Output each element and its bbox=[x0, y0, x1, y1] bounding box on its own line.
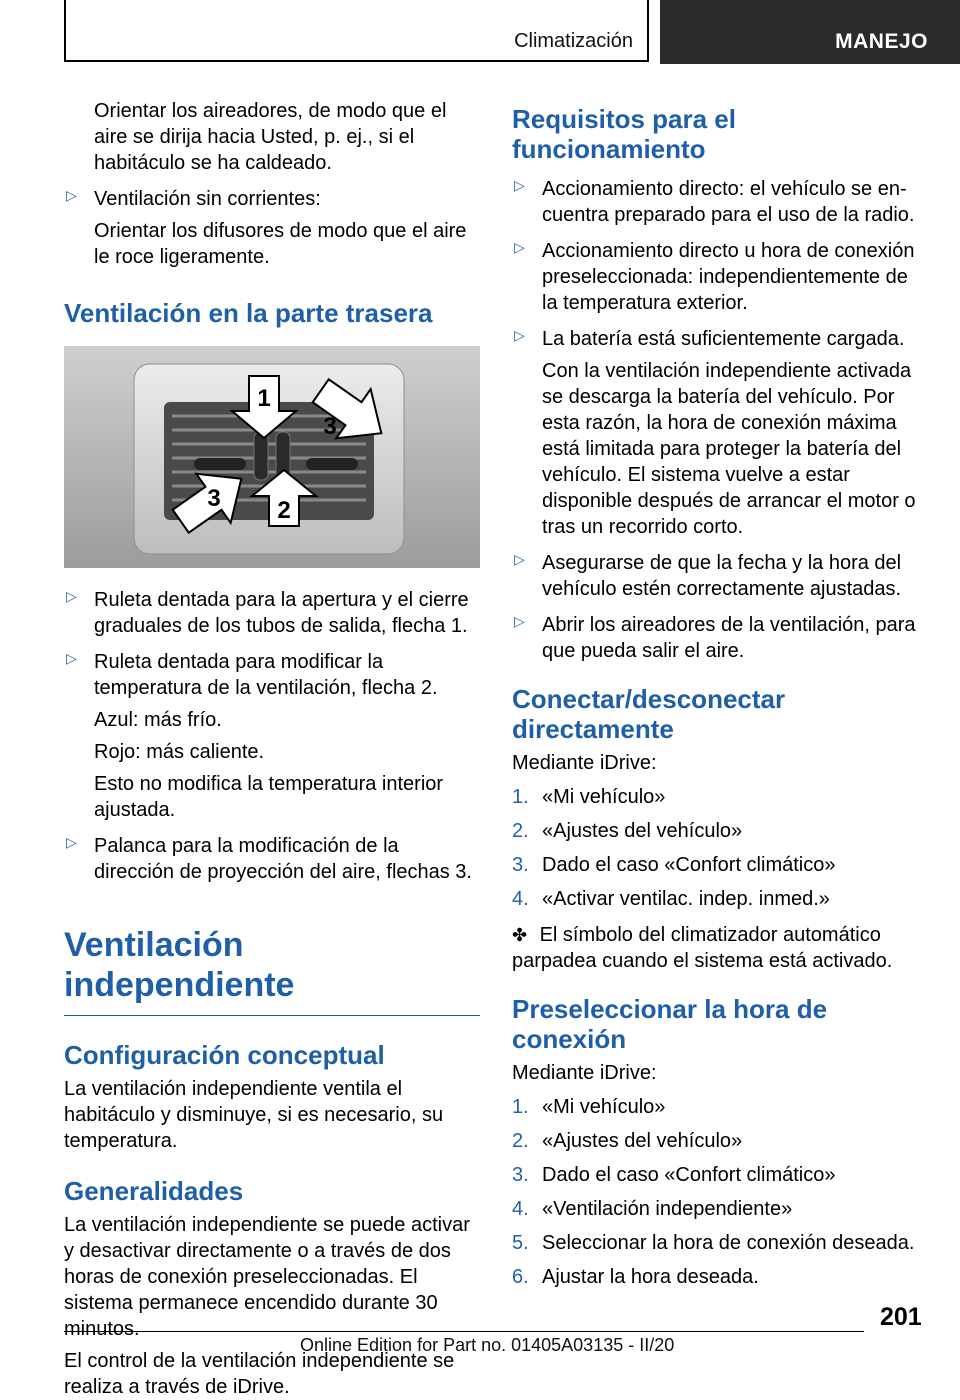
triangle-bullet-icon: ▷ bbox=[514, 239, 525, 255]
blue-note: Azul: más frío. bbox=[94, 709, 222, 731]
footer-rule bbox=[64, 1331, 864, 1332]
triangle-bullet-icon: ▷ bbox=[514, 613, 525, 629]
connect-step bbox=[512, 886, 928, 912]
arrow-label-3-left: 3 bbox=[207, 485, 221, 512]
preselect-step bbox=[512, 1196, 928, 1222]
bullet-text: Ruleta dentada para modificar la temperatura de la ventilación, flecha 2. bbox=[94, 651, 438, 699]
triangle-bullet-icon: ▷ bbox=[66, 834, 77, 850]
bullet-text: Ruleta dentada para la apertura y el cierre graduales de los tubos de salida, flecha 1. bbox=[94, 589, 469, 637]
connect-step bbox=[512, 818, 928, 844]
step-text: Dado el caso «Confort climático» bbox=[542, 1164, 836, 1186]
bullet-3 bbox=[64, 833, 480, 885]
step-text: «Ajustes del vehículo» bbox=[542, 1130, 743, 1152]
step-number: 4. bbox=[512, 888, 529, 910]
bullet-text: Ventilación sin corrientes: bbox=[94, 188, 321, 210]
triangle-bullet-icon: ▷ bbox=[66, 650, 77, 666]
step-text: «Ajustes del vehículo» bbox=[542, 820, 743, 842]
bullet-text: Palanca para la modificación de la dirección de proyección del aire, flechas 3. bbox=[94, 835, 472, 883]
chapter-tab bbox=[660, 0, 960, 64]
preselect-step bbox=[512, 1264, 928, 1290]
step-number: 2. bbox=[512, 1130, 529, 1152]
general-heading: Generalidades bbox=[64, 1176, 244, 1206]
triangle-bullet-icon: ▷ bbox=[514, 551, 525, 567]
step-number: 1. bbox=[512, 786, 529, 808]
wheel-1 bbox=[254, 432, 268, 480]
rear-ventilation-heading: Ventilación en la parte trasera bbox=[64, 298, 433, 328]
battery-note: Con la ventilación independiente activada se descarga la batería del vehículo. Por esta razón, la hora de conexión máxima está limitada para proteger la batería del vehículo. El sistema vuelve a estar disponible después de arrancar el motor o tras un recorrido corto. bbox=[542, 360, 916, 538]
page-number: 201 bbox=[880, 1303, 922, 1331]
symbol-note-paragraph bbox=[512, 922, 928, 974]
preselect-step bbox=[512, 1094, 928, 1120]
section-title: Climatización bbox=[514, 30, 633, 52]
triangle-bullet-icon: ▷ bbox=[514, 177, 525, 193]
step-text: «Ventilación independiente» bbox=[542, 1198, 793, 1220]
bullet-subtext: Orientar los difusores de modo que el aire le roce ligeramente. bbox=[94, 220, 467, 268]
step-number: 5. bbox=[512, 1232, 529, 1254]
bullet-text: Asegurarse de que la fecha y la hora del vehículo estén correctamente ajustadas. bbox=[542, 552, 902, 600]
step-text: Seleccionar la hora de conexión deseada. bbox=[542, 1232, 915, 1254]
via-idrive: Mediante iDrive: bbox=[512, 752, 657, 774]
preselect-step bbox=[512, 1162, 928, 1188]
connect-heading: Conectar/desconectar directamente bbox=[512, 684, 786, 744]
right-lever bbox=[306, 458, 358, 470]
heading-rule bbox=[64, 1015, 480, 1016]
arrow-label-2: 2 bbox=[277, 497, 291, 524]
step-number: 3. bbox=[512, 854, 529, 876]
red-note: Rojo: más caliente. bbox=[94, 741, 265, 763]
intro-paragraph: Orientar los aireadores, de modo que el aire se dirija hacia Usted, p. ej., si el habitáculo se ha caldeado. bbox=[94, 100, 447, 174]
bullet-text: La batería está suficientemente cargada. bbox=[542, 328, 905, 350]
step-text: «Mi vehículo» bbox=[542, 786, 666, 808]
step-text: Ajustar la hora deseada. bbox=[542, 1266, 759, 1288]
footer-text: Online Edition for Part no. 01405A03135 - II/20 bbox=[300, 1335, 675, 1355]
concept-heading: Configuración conceptual bbox=[64, 1040, 385, 1070]
step-text: «Activar ventilac. indep. inmed.» bbox=[542, 888, 830, 910]
arrow-label-3-right: 3 bbox=[323, 413, 337, 440]
bullet-draft-free bbox=[64, 186, 480, 270]
step-number: 2. bbox=[512, 820, 529, 842]
step-text: Dado el caso «Confort climático» bbox=[542, 854, 836, 876]
rear-vent-figure bbox=[64, 346, 480, 568]
concept-text: La ventilación independiente ventila el habitáculo y disminuye, si es necesario, su temperatura. bbox=[64, 1078, 444, 1152]
fan-icon: ✤ bbox=[512, 925, 528, 945]
right-column bbox=[512, 104, 928, 1290]
temperature-note: Esto no modifica la temperatura interior ajustada. bbox=[94, 773, 444, 821]
general-paragraph-1: La ventilación independiente se puede activar y desactivar directamente o a través de dos horas de conexión preseleccionadas. El sistema permanece encendido durante 30 minutos. bbox=[64, 1214, 470, 1340]
triangle-bullet-icon: ▷ bbox=[66, 588, 77, 604]
bullet-1 bbox=[64, 587, 480, 639]
step-number: 4. bbox=[512, 1198, 529, 1220]
connect-step bbox=[512, 784, 928, 810]
req-bullet-1 bbox=[512, 176, 928, 228]
bullet-2 bbox=[64, 649, 480, 823]
main-heading: Ventilación independiente bbox=[64, 926, 295, 1004]
req-bullet-2 bbox=[512, 238, 928, 316]
triangle-bullet-icon: ▷ bbox=[66, 187, 77, 203]
req-bullet-3 bbox=[512, 326, 928, 540]
left-lever bbox=[194, 458, 246, 470]
bullet-text: Accionamiento directo u hora de conexión preseleccionada: independientemente de la temperatura exterior. bbox=[542, 240, 915, 314]
bullet-text: Abrir los aireadores de la ventilación, para que pueda salir el aire. bbox=[542, 614, 916, 662]
via-idrive: Mediante iDrive: bbox=[512, 1062, 657, 1084]
triangle-bullet-icon: ▷ bbox=[514, 327, 525, 343]
preselect-step bbox=[512, 1230, 928, 1256]
header-frame bbox=[64, 0, 649, 62]
step-text: «Mi vehículo» bbox=[542, 1096, 666, 1118]
general-paragraph-2: El control de la ventilación independiente se realiza a través de iDrive. bbox=[64, 1350, 455, 1398]
requirements-heading: Requisitos para el funcionamiento bbox=[512, 104, 736, 164]
symbol-note: El símbolo del climatizador automático parpadea cuando el sistema está activado. bbox=[512, 924, 893, 972]
req-bullet-5 bbox=[512, 612, 928, 664]
chapter-title: MANEJO bbox=[835, 30, 928, 53]
bullet-text: Accionamiento directo: el vehículo se encuentra preparado para el uso de la radio. bbox=[542, 178, 915, 226]
preselect-heading: Preseleccionar la hora de conexión bbox=[512, 994, 828, 1054]
preselect-step bbox=[512, 1128, 928, 1154]
step-number: 6. bbox=[512, 1266, 529, 1288]
step-number: 1. bbox=[512, 1096, 529, 1118]
step-number: 3. bbox=[512, 1164, 529, 1186]
left-column bbox=[64, 98, 480, 1400]
req-bullet-4 bbox=[512, 550, 928, 602]
connect-step bbox=[512, 852, 928, 878]
arrow-label-1: 1 bbox=[257, 385, 271, 412]
